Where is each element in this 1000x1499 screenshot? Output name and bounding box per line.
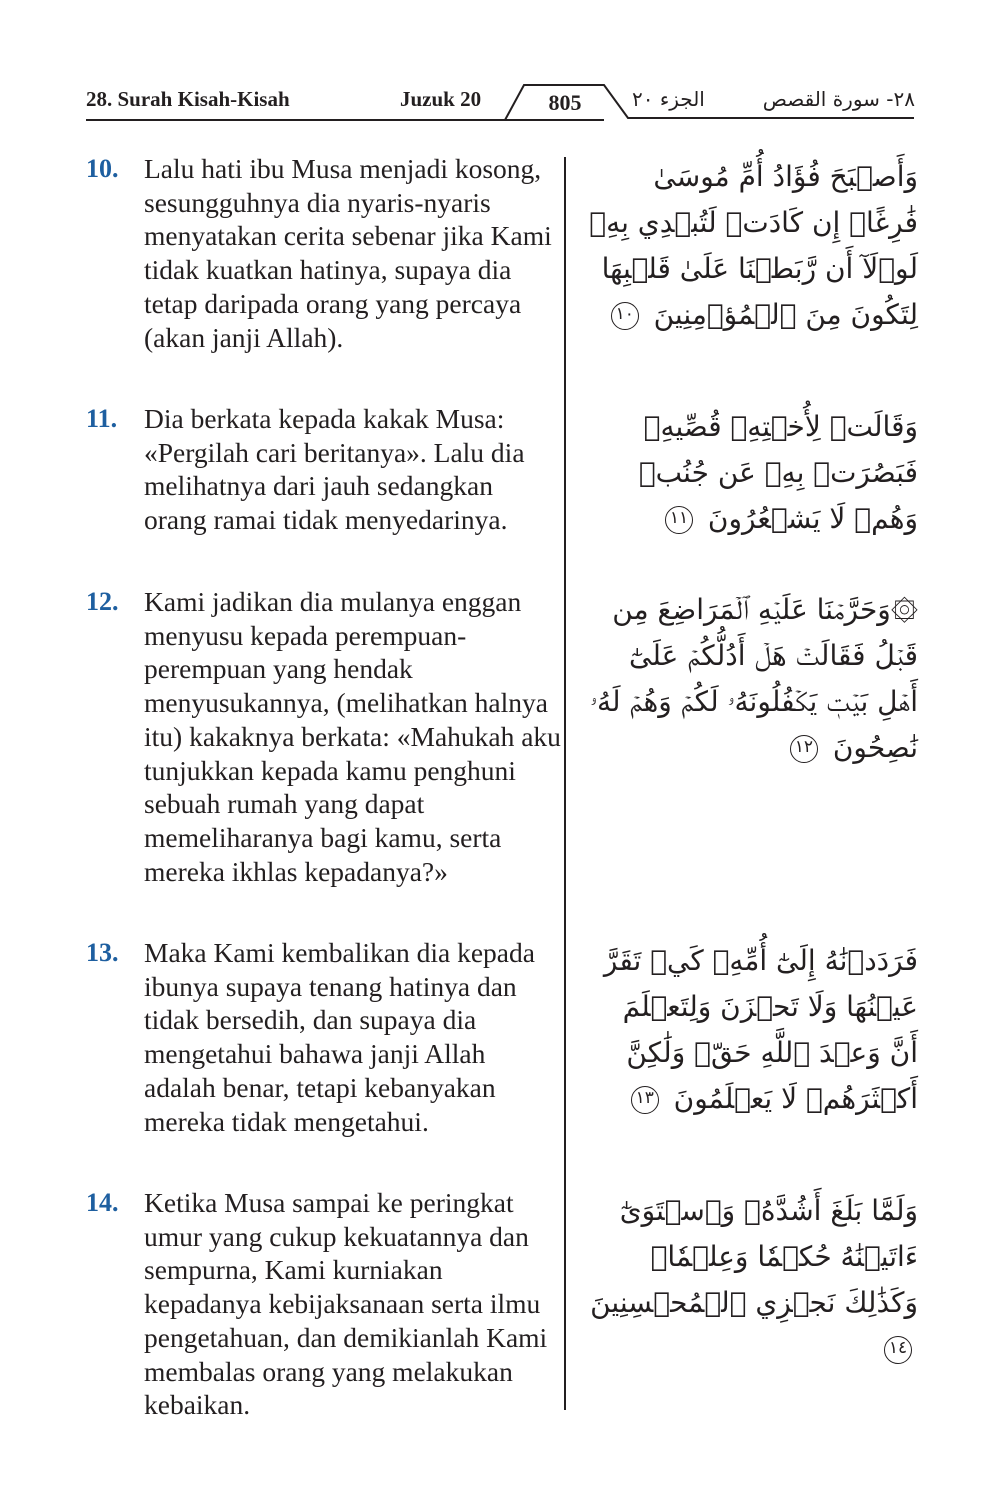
arabic-text: وَأَصۡبَحَ فُؤَادُ أُمِّ مُوسَىٰ فَٰرِغًاۖ إِن كَادَتۡ لَتُبۡدِي بِهِۦ لَوۡلَآ أَن رَّبَطۡنَا عَلَىٰ قَلۡبِهَا لِتَكُونَ مِنَ ٱلۡمُؤۡمِنِينَ bbox=[589, 160, 918, 331]
surah-name-arabic: ٢٨- سورة القصص bbox=[762, 87, 915, 111]
page-number: 805 bbox=[548, 90, 582, 115]
arabic-text: وَلَمَّا بَلَغَ أَشُدَّهُۥ وَٱسۡتَوَىٰٓ ءَاتَيۡنَٰهُ حُكۡمٗا وَعِلۡمٗاۚ وَكَذَٰلِكَ نَجۡزِي ٱلۡمُحۡسِنِينَ bbox=[590, 1194, 918, 1319]
verse-number: 12. bbox=[86, 587, 119, 616]
verse-arabic bbox=[588, 938, 918, 1122]
surah-name-latin: 28. Surah Kisah-Kisah bbox=[86, 87, 290, 111]
verse-translation: Lalu hati ibu Musa menjadi kosong, sesungguhnya dia nyaris-nyaris menyatakan cerita sebenar jika Kami tidak kuatkan hatinya, supaya dia tetap daripada orang yang percaya (akan janji Allah). bbox=[144, 153, 552, 353]
verse-arabic bbox=[588, 154, 918, 338]
verse-translation: Maka Kami kembalikan dia kepada ibunya supaya tenang hatinya dan tidak bersedih, dan supaya dia mengetahui bahawa janji Allah adalah benar, tetapi kebanyakan mereka tidak mengetahui. bbox=[144, 937, 535, 1137]
arabic-text: ۞وَحَرَّمۡنَا عَلَيۡهِ ٱلۡمَرَاضِعَ مِن قَبۡلُ فَقَالَتۡ هَلۡ أَدُلُّكُمۡ عَلَىٰٓ أَهۡلِ بَيۡتٖ يَكۡفُلُونَهُۥ لَكُمۡ وَهُمۡ لَهُۥ نَٰصِحُونَ bbox=[589, 593, 918, 764]
aya-number-marker: ١٤ bbox=[884, 1336, 912, 1364]
verse-number: 11. bbox=[86, 404, 118, 433]
verse-translation: Kami jadikan dia mulanya enggan menyusu kepada perempuan-perempuan yang hendak menyusukannya, (melihatkan halnya itu) kakaknya berkata: «Mahukah aku tunjukkan kepada kamu penghuni sebuah rumah yang dapat memeliharanya bagi kamu, serta mereka ikhlas kepadanya?» bbox=[144, 586, 561, 887]
verse-translation: Dia berkata kepada kakak Musa: «Pergilah cari beritanya». Lalu dia melihatnya dari jauh sedangkan orang ramai tidak menyedarinya. bbox=[144, 403, 525, 536]
aya-number-marker: ١٢ bbox=[790, 735, 818, 763]
verse-translation: Ketika Musa sampai ke peringkat umur yang cukup kekuatannya dan sempurna, Kami kurniakan kepadanya kebijaksanaan serta ilmu pengetahuan, dan demikianlah Kami membalas orang yang melakukan kebaikan. bbox=[144, 1187, 548, 1421]
verse-number: 14. bbox=[86, 1188, 119, 1217]
arabic-text: فَرَدَدۡنَٰهُ إِلَىٰٓ أُمِّهِۦ كَيۡ تَقَرَّ عَيۡنُهَا وَلَا تَحۡزَنَ وَلِتَعۡلَمَ أَنَّ وَعۡدَ ٱللَّهِ حَقّٞ وَلَٰكِنَّ أَكۡثَرَهُمۡ لَا يَعۡلَمُونَ bbox=[603, 944, 918, 1115]
aya-number-marker: ١١ bbox=[665, 506, 693, 534]
verse-number: 10. bbox=[86, 154, 119, 183]
verse-arabic bbox=[588, 587, 918, 771]
juzuk-label: Juzuk 20 bbox=[400, 87, 482, 111]
aya-number-marker: ١٣ bbox=[631, 1086, 659, 1114]
verse-number: 13. bbox=[86, 938, 119, 967]
running-header bbox=[0, 0, 1000, 130]
verse-arabic bbox=[588, 1188, 918, 1372]
verse-arabic bbox=[588, 404, 918, 542]
juz-arabic: الجزء ٢٠ bbox=[632, 87, 705, 111]
column-divider bbox=[564, 157, 566, 1410]
arabic-text: وَقَالَتۡ لِأُخۡتِهِۦ قُصِّيهِۖ فَبَصُرَتۡ بِهِۦ عَن جُنُبٖ وَهُمۡ لَا يَشۡعُرُونَ bbox=[638, 410, 918, 535]
aya-number-marker: ١٠ bbox=[611, 302, 639, 330]
